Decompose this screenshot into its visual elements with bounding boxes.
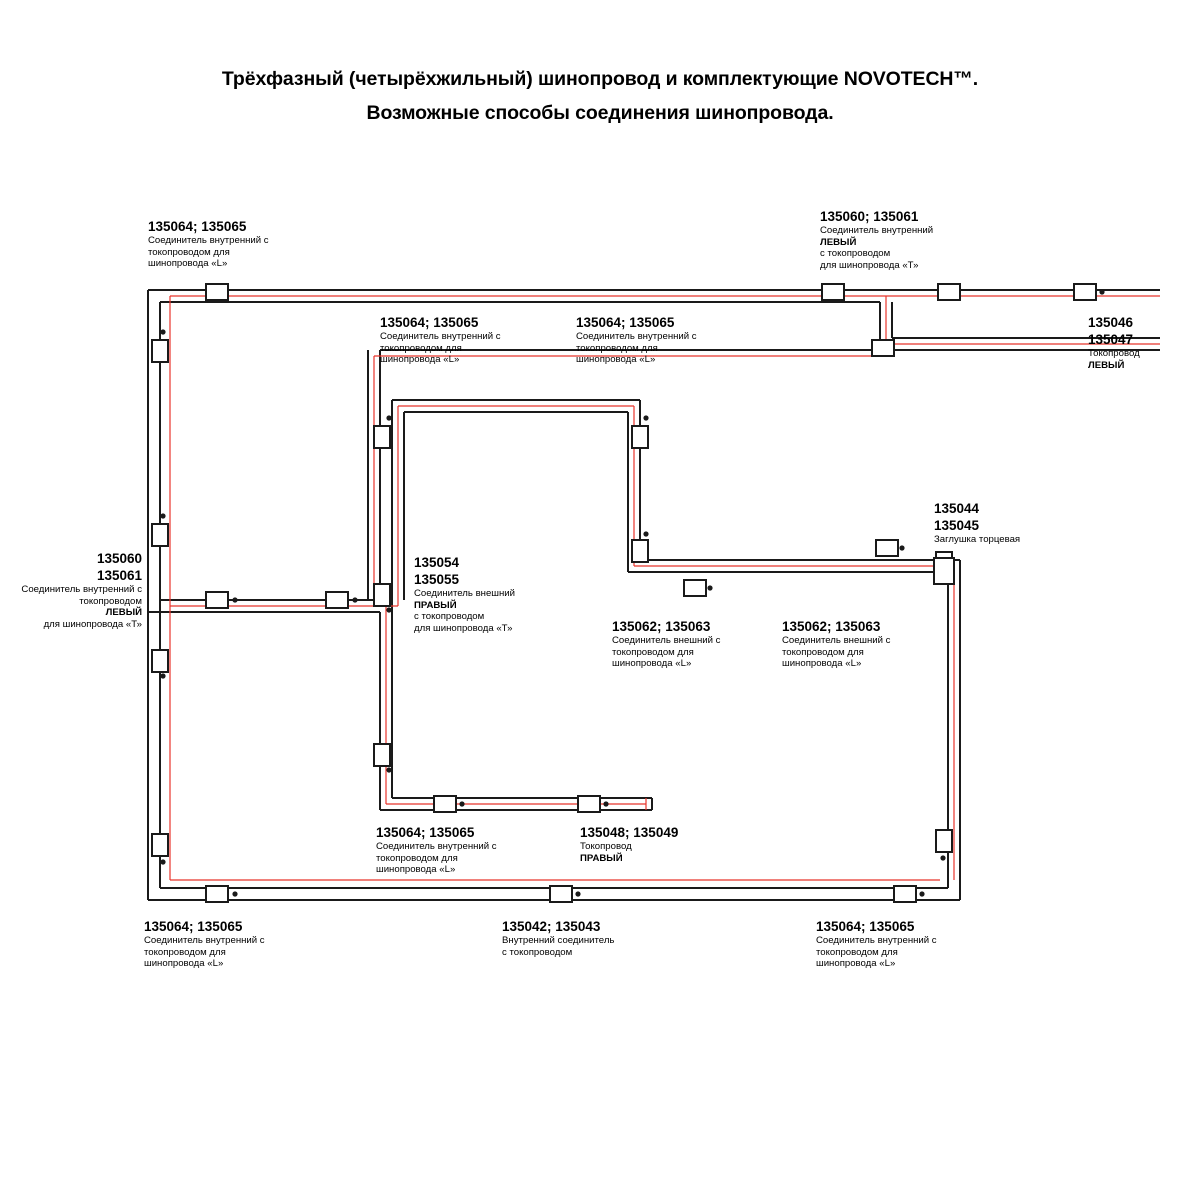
label-mid-top-inner-L-2 <box>576 314 697 366</box>
label-desc-line: Соединитель внутренний с <box>376 841 497 852</box>
label-code: 135062; 135063 <box>782 619 881 634</box>
label-bottom-left-inner-L <box>144 918 265 970</box>
connector-block <box>578 796 600 812</box>
conductor-lines <box>170 296 1160 880</box>
connector-block <box>938 284 960 300</box>
end-cap-block <box>934 558 954 584</box>
label-desc-line: токопроводом для <box>148 246 230 258</box>
label-outer-L-2 <box>782 618 890 670</box>
label-desc-line: токопроводом для <box>612 646 694 658</box>
label-desc-line: ЛЕВЫЙ <box>820 236 857 248</box>
label-desc-line: Соединитель внутренний с <box>576 331 697 342</box>
label-desc-line: шинопровода «L» <box>148 258 228 270</box>
label-desc-line: токопроводом <box>79 595 142 607</box>
label-code: 135060; 135061 <box>820 209 919 224</box>
label-desc-line: Соединитель внешний с <box>612 635 721 646</box>
label-desc-line: шинопровода «L» <box>376 864 456 876</box>
connector-block <box>152 340 168 362</box>
label-desc-line: шинопровода «L» <box>144 958 224 970</box>
label-track-right <box>580 824 678 864</box>
label-code: 135064; 135065 <box>380 315 479 330</box>
label-code: 135064; 135065 <box>144 919 243 934</box>
label-desc-line: токопроводом для <box>380 342 462 354</box>
connector-block <box>822 284 844 300</box>
label-desc-line: Соединитель внутренний с <box>21 584 142 595</box>
connector-block <box>434 796 456 812</box>
label-code: 135048; 135049 <box>580 825 679 840</box>
label-outer-L-1 <box>612 618 720 670</box>
connector-block <box>374 426 390 448</box>
label-bottom-right-inner-L <box>816 918 937 970</box>
connector-block <box>550 886 572 902</box>
label-desc-line: для шинопровода «Т» <box>820 259 919 271</box>
label-code: 135061 <box>96 568 142 583</box>
label-desc-line: токопроводом для <box>376 852 458 864</box>
label-desc-line: Внутренний соединитель <box>502 935 615 946</box>
label-end-cap <box>934 500 1020 546</box>
label-desc-line: Соединитель внутренний с <box>144 935 265 946</box>
connector-block <box>632 540 648 562</box>
label-desc-line: ЛЕВЫЙ <box>1088 359 1125 371</box>
label-desc-line: шинопровода «L» <box>576 354 656 366</box>
label-bottom-mid-inner-L <box>376 824 497 876</box>
label-desc-line: Токопровод <box>580 841 632 852</box>
label-desc-line: токопроводом для <box>576 342 658 354</box>
label-outer-T-right <box>414 554 515 634</box>
label-code: 135044 <box>934 501 980 516</box>
label-code: 135046 <box>1088 315 1134 330</box>
label-desc-line: для шинопровода «Т» <box>43 618 142 630</box>
label-desc-line: Токопровод <box>1088 348 1140 359</box>
label-desc-line: Соединитель внешний <box>414 588 516 599</box>
label-desc-line: Соединитель внутренний <box>820 225 934 236</box>
label-desc-line: Соединитель внутренний с <box>148 235 269 246</box>
connector-block <box>206 592 228 608</box>
label-code: 135054 <box>414 555 460 570</box>
label-desc-line: ПРАВЫЙ <box>414 599 457 611</box>
connector-block <box>632 426 648 448</box>
label-bottom-inner-straight <box>502 918 614 958</box>
label-top-left-inner-L <box>148 218 269 270</box>
title-line-1: Трёхфазный (четырёхжильный) шинопровод и комплектующие NOVOTECH™. <box>221 68 979 90</box>
label-desc-line: с токопроводом <box>502 946 573 958</box>
label-desc-line: Соединитель внешний с <box>782 635 891 646</box>
track-outlines <box>148 290 1160 900</box>
label-code: 135042; 135043 <box>502 919 601 934</box>
label-desc-line: ЛЕВЫЙ <box>105 607 142 619</box>
label-code: 135062; 135063 <box>612 619 711 634</box>
connector-block <box>374 584 390 606</box>
connector-block <box>894 886 916 902</box>
connector-block <box>1074 284 1096 300</box>
label-mid-top-inner-L-1 <box>380 314 501 366</box>
label-top-right-inner-T-left <box>820 208 933 271</box>
label-left-inner-T-left <box>6 550 142 630</box>
connector-block <box>876 540 898 556</box>
label-code: 135064; 135065 <box>816 919 915 934</box>
label-code: 135055 <box>414 572 460 587</box>
connector-block <box>872 340 894 356</box>
label-desc-line: шинопровода «L» <box>612 658 692 670</box>
label-desc-line: Соединитель внутренний с <box>816 935 937 946</box>
label-desc-line: токопроводом для <box>144 946 226 958</box>
conductor-dots <box>160 289 1104 896</box>
connector-block <box>936 830 952 852</box>
label-code: 135064; 135065 <box>148 219 247 234</box>
label-desc-line: шинопровода «L» <box>816 958 896 970</box>
label-code: 135064; 135065 <box>376 825 475 840</box>
label-desc-line: шинопровода «L» <box>380 354 460 366</box>
connector-block <box>152 834 168 856</box>
label-desc-line: ПРАВЫЙ <box>580 852 623 864</box>
connector-block <box>206 886 228 902</box>
label-code: 135045 <box>934 518 980 533</box>
label-code: 135064; 135065 <box>576 315 675 330</box>
title-line-2: Возможные способы соединения шинопровода. <box>366 102 834 124</box>
connector-block <box>206 284 228 300</box>
connector-block <box>152 524 168 546</box>
label-desc-line: Заглушка торцевая <box>934 534 1021 545</box>
label-desc-line: шинопровода «L» <box>782 658 862 670</box>
connector-block <box>152 650 168 672</box>
connector-block <box>374 744 390 766</box>
label-desc-line: с токопроводом <box>820 248 891 260</box>
label-desc-line: токопроводом для <box>782 646 864 658</box>
label-desc-line: Соединитель внутренний с <box>380 331 501 342</box>
connector-block <box>326 592 348 608</box>
label-code: 135060 <box>96 551 142 566</box>
connector-block <box>684 580 706 596</box>
label-desc-line: для шинопровода «Т» <box>414 622 513 634</box>
label-desc-line: с токопроводом <box>414 611 485 623</box>
label-right-track-left <box>1088 314 1140 371</box>
label-code: 135047 <box>1088 332 1134 347</box>
label-desc-line: токопроводом для <box>816 946 898 958</box>
